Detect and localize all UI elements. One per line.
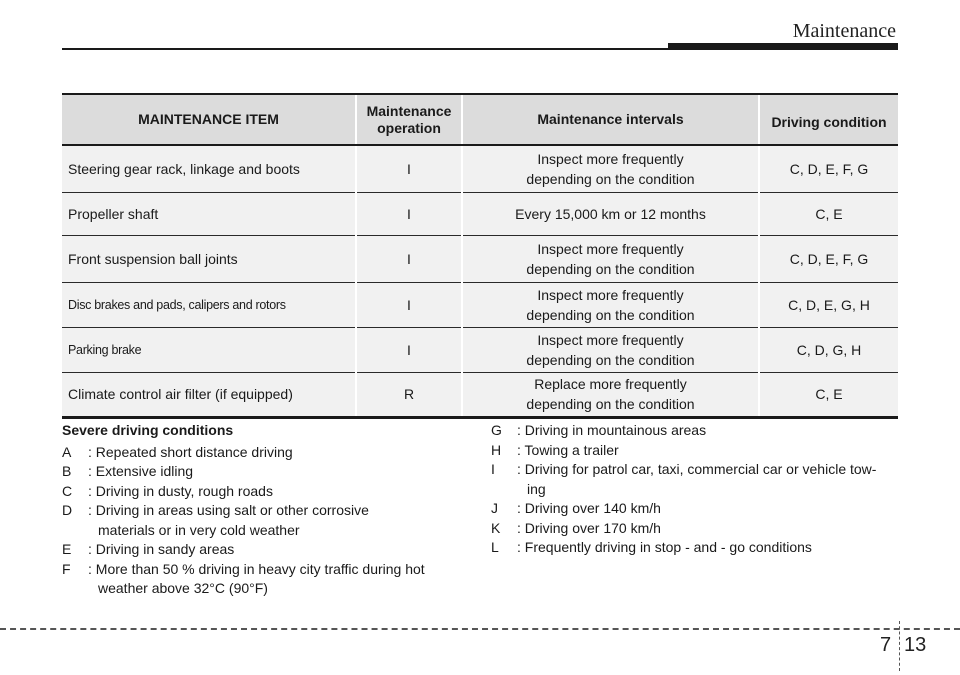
- driving-condition: C, D, E, F, G: [759, 145, 898, 192]
- maintenance-interval: [462, 235, 759, 282]
- condition-key: J: [491, 500, 498, 516]
- interval-line: Inspect more frequently: [537, 286, 684, 303]
- severe-conditions-left: [62, 421, 462, 599]
- interval-line: depending on the condition: [526, 260, 695, 277]
- severe-conditions-right: [491, 421, 901, 558]
- interval-line: depending on the condition: [526, 170, 695, 187]
- condition-text: : Driving in sandy areas: [88, 541, 235, 557]
- condition-text-continued: [517, 480, 901, 500]
- table-row: [62, 235, 898, 282]
- header-maintenance-item: MAINTENANCE ITEM: [62, 94, 356, 145]
- page-chapter: 7: [880, 634, 892, 656]
- footer-rule: [0, 628, 960, 630]
- condition-key: K: [491, 519, 501, 536]
- condition-item: [62, 482, 462, 502]
- severe-conditions-title: Severe driving conditions: [62, 422, 234, 438]
- condition-item: [62, 443, 462, 463]
- condition-key-spacer: [62, 579, 88, 599]
- driving-condition: C, E: [759, 192, 898, 235]
- condition-item: [491, 519, 901, 539]
- driving-condition: C, D, E, G, H: [759, 282, 898, 327]
- table-row: [62, 327, 898, 372]
- maintenance-item: Disc brakes and pads, calipers and rotors: [62, 282, 356, 327]
- maintenance-interval: [462, 145, 759, 192]
- condition-text: : Driving in areas using salt or other corrosive: [88, 502, 369, 518]
- maintenance-interval: [462, 372, 759, 417]
- header-rule: [62, 48, 672, 50]
- header-rule-accent: [668, 43, 898, 50]
- condition-key: B: [62, 463, 72, 479]
- condition-key: F: [62, 560, 71, 577]
- condition-item-continued: [62, 521, 462, 541]
- condition-item: [491, 441, 901, 461]
- condition-item: [62, 540, 462, 560]
- footer-divider: [899, 621, 900, 671]
- header-driving-condition: Driving condition: [759, 94, 898, 145]
- condition-item-continued: [62, 579, 462, 599]
- maintenance-operation: I: [356, 235, 462, 282]
- condition-cont-text: weather above 32°C (90°F): [98, 580, 268, 596]
- maintenance-item: Climate control air filter (if equipped): [62, 372, 356, 417]
- condition-cont-text: materials or in very cold weather: [98, 521, 300, 538]
- header-maintenance-intervals: Maintenance intervals: [462, 94, 759, 145]
- driving-condition: C, E: [759, 372, 898, 417]
- condition-text: : Driving in dusty, rough roads: [88, 482, 273, 499]
- maintenance-item: Parking brake: [62, 327, 356, 372]
- condition-item: [62, 560, 462, 580]
- table-header-row: [62, 94, 898, 145]
- table-row: [62, 192, 898, 235]
- condition-text: : Extensive idling: [88, 463, 194, 479]
- page-number: 13: [904, 634, 927, 656]
- condition-key: L: [491, 539, 499, 555]
- interval-line: depending on the condition: [526, 396, 695, 412]
- maintenance-interval: [462, 282, 759, 327]
- condition-text: : Driving in mountainous areas: [517, 422, 707, 438]
- maintenance-operation: I: [356, 192, 462, 235]
- condition-text-continued: [88, 579, 462, 599]
- condition-item: [491, 460, 901, 480]
- maintenance-operation: I: [356, 327, 462, 372]
- table-row: [62, 372, 898, 417]
- condition-key: C: [62, 482, 73, 499]
- condition-cont-text: ing: [527, 480, 546, 497]
- condition-key: A: [62, 443, 72, 460]
- condition-key-spacer: [62, 521, 88, 541]
- interval-line: Inspect more frequently: [537, 240, 684, 257]
- table-row: [62, 145, 898, 192]
- condition-item: [491, 421, 901, 441]
- condition-text: : Frequently driving in stop - and - go conditions: [517, 539, 812, 555]
- maintenance-interval: [462, 327, 759, 372]
- condition-text-continued: [88, 521, 462, 541]
- table-row: [62, 282, 898, 327]
- condition-key: D: [62, 502, 73, 518]
- driving-condition: C, D, G, H: [759, 327, 898, 372]
- condition-text: : Towing a trailer: [517, 441, 619, 458]
- interval-line: depending on the condition: [526, 351, 695, 368]
- condition-item: [491, 538, 901, 558]
- condition-text: : Driving over 170 km/h: [517, 519, 661, 536]
- maintenance-item: Propeller shaft: [62, 192, 356, 235]
- page-header-title: Maintenance: [792, 20, 896, 42]
- condition-key: G: [491, 422, 502, 438]
- interval-line: Inspect more frequently: [537, 331, 684, 348]
- maintenance-operation: I: [356, 145, 462, 192]
- header-maintenance-operation: Maintenance operation: [356, 94, 462, 145]
- condition-text: : Driving over 140 km/h: [517, 500, 661, 516]
- maintenance-operation: R: [356, 372, 462, 417]
- condition-text: : Driving for patrol car, taxi, commercial car or vehicle tow-: [517, 461, 877, 477]
- condition-item: [62, 462, 462, 482]
- maintenance-operation: I: [356, 282, 462, 327]
- maintenance-item: Steering gear rack, linkage and boots: [62, 145, 356, 192]
- condition-item-continued: [491, 480, 901, 500]
- condition-key: E: [62, 541, 72, 557]
- condition-text: : More than 50 % driving in heavy city traffic during hot: [88, 560, 425, 577]
- interval-line: depending on the condition: [526, 306, 695, 323]
- maintenance-interval: Every 15,000 km or 12 months: [462, 192, 759, 235]
- condition-key: H: [491, 441, 502, 458]
- driving-condition: C, D, E, F, G: [759, 235, 898, 282]
- condition-text: : Repeated short distance driving: [88, 443, 293, 460]
- maintenance-table: [62, 93, 898, 419]
- condition-item: [491, 499, 901, 519]
- interval-line: Inspect more frequently: [537, 150, 684, 167]
- condition-key: I: [491, 461, 495, 477]
- condition-item: [62, 501, 462, 521]
- condition-key-spacer: [491, 480, 517, 500]
- interval-line: Replace more frequently: [534, 376, 687, 392]
- maintenance-item: Front suspension ball joints: [62, 235, 356, 282]
